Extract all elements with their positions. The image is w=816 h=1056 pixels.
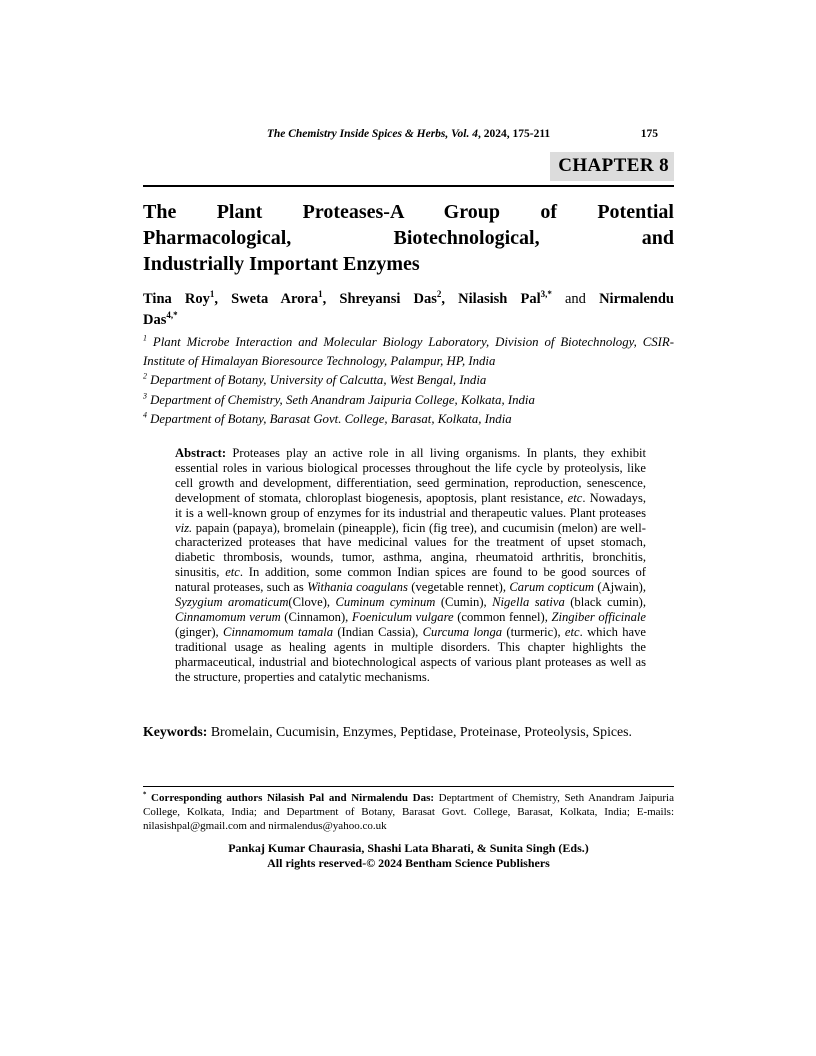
- abstract: Abstract: Proteases play an active role in all living organisms. In plants, they exhibit essential roles in various biological processes throughout the life cycle by proteolysis, like cell growth and development, differentiation, seed germination, reproduction, senescence, development of stomata, chloroplast biogenesis, apoptosis, plant resistance, etc. Nowadays, it is a well-known group of enzymes for its industrial and therapeutic values. Plant proteases viz. papain (papaya), bromelain (pineapple), ficin (fig tree), and cucumisin (melon) are well-characterized proteases that have medicinal values for the treatment of upset stomach, diabetic thrombosis, wounds, tumor, asthma, angina, rheumatoid arthritis, bronchitis, sinusitis, etc. In addition, some common Indian spices are found to be good sources of natural proteases, such as Withania coagulans (vegetable rennet), Carum copticum (Ajwain), Syzygium aromaticum(Clove), Cuminum cyminum (Cumin), Nigella sativa (black cumin), Cinnamomum verum (Cinnamon), Foeniculum vulgare (common fennel), Zingiber officinale (ginger), Cinnamomum tamala (Indian Cassia), Curcuma longa (turmeric), etc. which have traditional usage as healing agents in multiple disorders. This chapter highlights the pharmaceutical, industrial and biotechnological aspects of various plant proteases as well as the structure, properties and catalytic mechanisms.: [175, 446, 647, 684]
- affiliation: $^2$ Department of Botany, University of Calcutta, West Bengal, India: [143, 371, 487, 387]
- affiliation: $^1$ Plant Microbe Interaction and Molecular Biology Laboratory, Division of Biotechnology, CSIR-Institute of Himalayan Bioresource Technology, Palampur, HP, India: [143, 333, 674, 368]
- chapter-heading-row: [143, 152, 674, 181]
- author-list: [143, 289, 674, 331]
- page-number: 175: [640, 128, 658, 140]
- corresponding-author-footnote: * Corresponding authors Nilasish Pal and Nirmalendu Das: Deptartment of Chemistry, Seth Anandram Jaipuria College, Kolkata, India; and Department of Botany, Barasat Govt. College, Barasat, Kolkata, India; E-mails: nilasishpal@gmail.com and nirmalendus@yahoo.co.uk: [143, 791, 674, 832]
- copyright-line: All rights reserved-© 2024 Bentham Science Publishers: [267, 855, 550, 870]
- footnote-rule: [143, 786, 674, 787]
- affiliation: $^4$ Department of Botany, Barasat Govt. College, Barasat, Kolkata, India: [143, 410, 512, 426]
- title-line: Pharmacological, Biotechnological, and: [143, 227, 674, 249]
- author-line: Das$^{4,*}$: [143, 310, 178, 328]
- editors-line: Pankaj Kumar Chaurasia, Shashi Lata Bharati, & Sunita Singh (Eds.): [228, 841, 589, 855]
- title-line: Industrially Important Enzymes: [143, 253, 420, 275]
- book-footer: [143, 841, 674, 870]
- journal-citation: The Chemistry Inside Spices & Herbs, Vol. 4, 2024, 175-211: [266, 128, 551, 140]
- affiliation: $^3$ Department of Chemistry, Seth Anandram Jaipuria College, Kolkata, India: [143, 391, 535, 407]
- affiliations: [143, 333, 674, 430]
- header-rule: [143, 185, 674, 187]
- running-head: [143, 128, 674, 140]
- keywords: Keywords: Bromelain, Cucumisin, Enzymes, Peptidase, Proteinase, Proteolysis, Spices.: [143, 724, 632, 739]
- author-line: Tina Roy$^1$, Sweta Arora$^1$, Shreyansi Das$^2$, Nilasish Pal$^{3,*}$ and Nirmalendu: [143, 289, 674, 307]
- chapter-title: [143, 199, 674, 277]
- chapter-badge: CHAPTER 8: [550, 152, 674, 181]
- title-line: The Plant Proteases-A Group of Potential: [143, 201, 674, 223]
